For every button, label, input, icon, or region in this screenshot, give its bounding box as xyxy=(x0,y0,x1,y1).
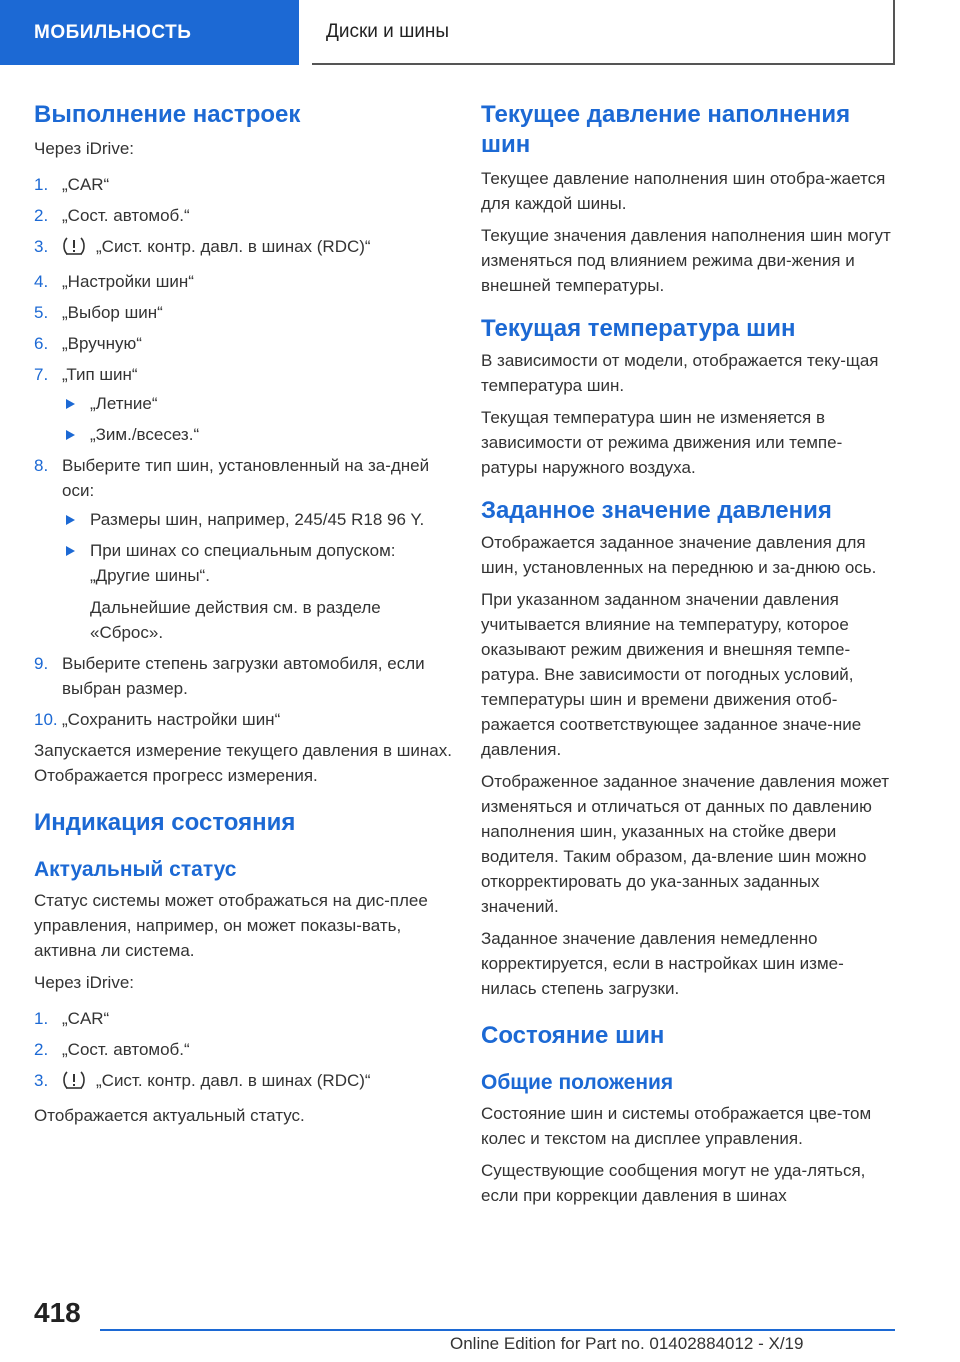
rear-axle-options xyxy=(62,507,452,645)
heading-status-display: Индикация состояния xyxy=(34,809,296,836)
paragraph: Заданное значение давления немедленно корректируется, если в настройках шин изме-нилась степень загрузки. xyxy=(481,929,844,998)
list-item: 6. „Вручную“ xyxy=(34,334,142,353)
footer-divider xyxy=(100,1329,895,1331)
list-item: 3. „Сист. контр. давл. в шинах (RDC)“ xyxy=(34,234,452,263)
paragraph: Текущие значения давления наполнения шин могут изменяться под влиянием режима дви-жения и внешней температуры. xyxy=(481,226,891,295)
heading-general: Общие положения xyxy=(481,1071,674,1094)
list-item: Размеры шин, например, 245/45 R18 96 Y. xyxy=(62,507,452,532)
measure-note: Запускается измерение текущего давления в шинах. Отображается прогресс измерения. xyxy=(34,741,452,785)
list-item: 1. „CAR“ xyxy=(34,175,110,194)
heading-current-pressure: Текущее давление наполнения шин xyxy=(481,101,851,158)
list-item: 3. „Сист. контр. давл. в шинах (RDC)“ xyxy=(34,1068,452,1097)
sub-note: Дальнейшие действия см. в разделе «Сброс». xyxy=(90,598,381,642)
paragraph: Существующие сообщения могут не уда-ляться, если при коррекции давления в шинах xyxy=(481,1161,866,1205)
via-idrive-text: Через iDrive: xyxy=(34,973,135,992)
list-item: При шинах со специальным допуском: „Другие шины“. Дальнейшие действия см. в разделе «Сброс». xyxy=(62,538,452,645)
list-item: 7. „Тип шин“ „Летние“ „Зим./всесез.“ xyxy=(34,362,452,447)
heading-current-temp: Текущая температура шин xyxy=(481,315,796,342)
tire-pressure-warning-icon xyxy=(62,236,86,263)
paragraph: Текущая температура шин не изменяется в зависимости от режима движения или темпе-ратуры наружного воздуха. xyxy=(481,408,843,477)
section-tab: МОБИЛЬНОСТЬ xyxy=(0,0,299,65)
page-number: 418 xyxy=(34,1297,81,1328)
paragraph: При указанном заданном значении давления учитывается влияние на температуру, которое оказывают режим движения и внешняя темпе-ратура. Вне зависимости от погодных условий, температуры шин и времени движения отоб-ражается соответствующее заданное значе-ние давления. xyxy=(481,590,862,759)
settings-steps xyxy=(34,172,452,732)
status-text: Статус системы может отображаться на дис-плее управления, например, он может показы-вать, активна ли система. xyxy=(34,891,428,960)
list-item: „Летние“ xyxy=(62,391,452,416)
chapter-title: Диски и шины xyxy=(312,0,895,65)
list-item: 8. Выберите тип шин, установленный на за-дней оси: Размеры шин, например, 245/45 R18 96 Y. При шинах со специальным допуском: „Другие шины“. Дальнейшие действия см. в разделе «Сброс». xyxy=(34,453,452,645)
paragraph: В зависимости от модели, отображается теку-щая температура шин. xyxy=(481,351,879,395)
footer-edition: Online Edition for Part no. 01402884012 - X/19 xyxy=(450,1334,804,1353)
list-item: 2. „Сост. автомоб.“ xyxy=(34,206,190,225)
heading-actual-status: Актуальный статус xyxy=(34,858,237,881)
status-steps xyxy=(34,1006,452,1097)
paragraph: Отображается заданное значение давления для шин, установленных на переднюю и за-днюю ось. xyxy=(481,533,877,577)
list-item: 2. „Сост. автомоб.“ xyxy=(34,1040,190,1059)
heading-settings: Выполнение настроек xyxy=(34,101,301,128)
paragraph: Состояние шин и системы отображается цве-том колес и текстом на дисплее управления. xyxy=(481,1104,872,1148)
paragraph: Отображенное заданное значение давления может изменяться и отличаться от данных по давлению наполнения шин, указанных на стойке двери водителя. Таким образом, да-вление шин можно откорректировать до ука-занных заданных значений. xyxy=(481,772,890,916)
right-column xyxy=(481,100,896,1215)
tire-pressure-warning-icon xyxy=(62,1070,86,1097)
paragraph: Текущее давление наполнения шин отобра-жается для каждой шины. xyxy=(481,169,886,213)
heading-target-pressure: Заданное значение давления xyxy=(481,497,832,524)
list-item: 5. „Выбор шин“ xyxy=(34,303,163,322)
tire-type-options xyxy=(62,391,452,447)
list-item: 1. „CAR“ xyxy=(34,1009,110,1028)
list-item: „Зим./всесез.“ xyxy=(62,422,452,447)
list-item: 9. Выберите степень загрузки автомобиля, если выбран размер. xyxy=(34,654,425,698)
list-item: 10. „Сохранить настройки шин“ xyxy=(34,710,281,729)
via-idrive-text: Через iDrive: xyxy=(34,139,135,158)
status-shown: Отображается актуальный статус. xyxy=(34,1106,305,1125)
left-column xyxy=(34,100,452,1135)
list-item: 4. „Настройки шин“ xyxy=(34,272,194,291)
heading-tire-state: Состояние шин xyxy=(481,1022,665,1049)
